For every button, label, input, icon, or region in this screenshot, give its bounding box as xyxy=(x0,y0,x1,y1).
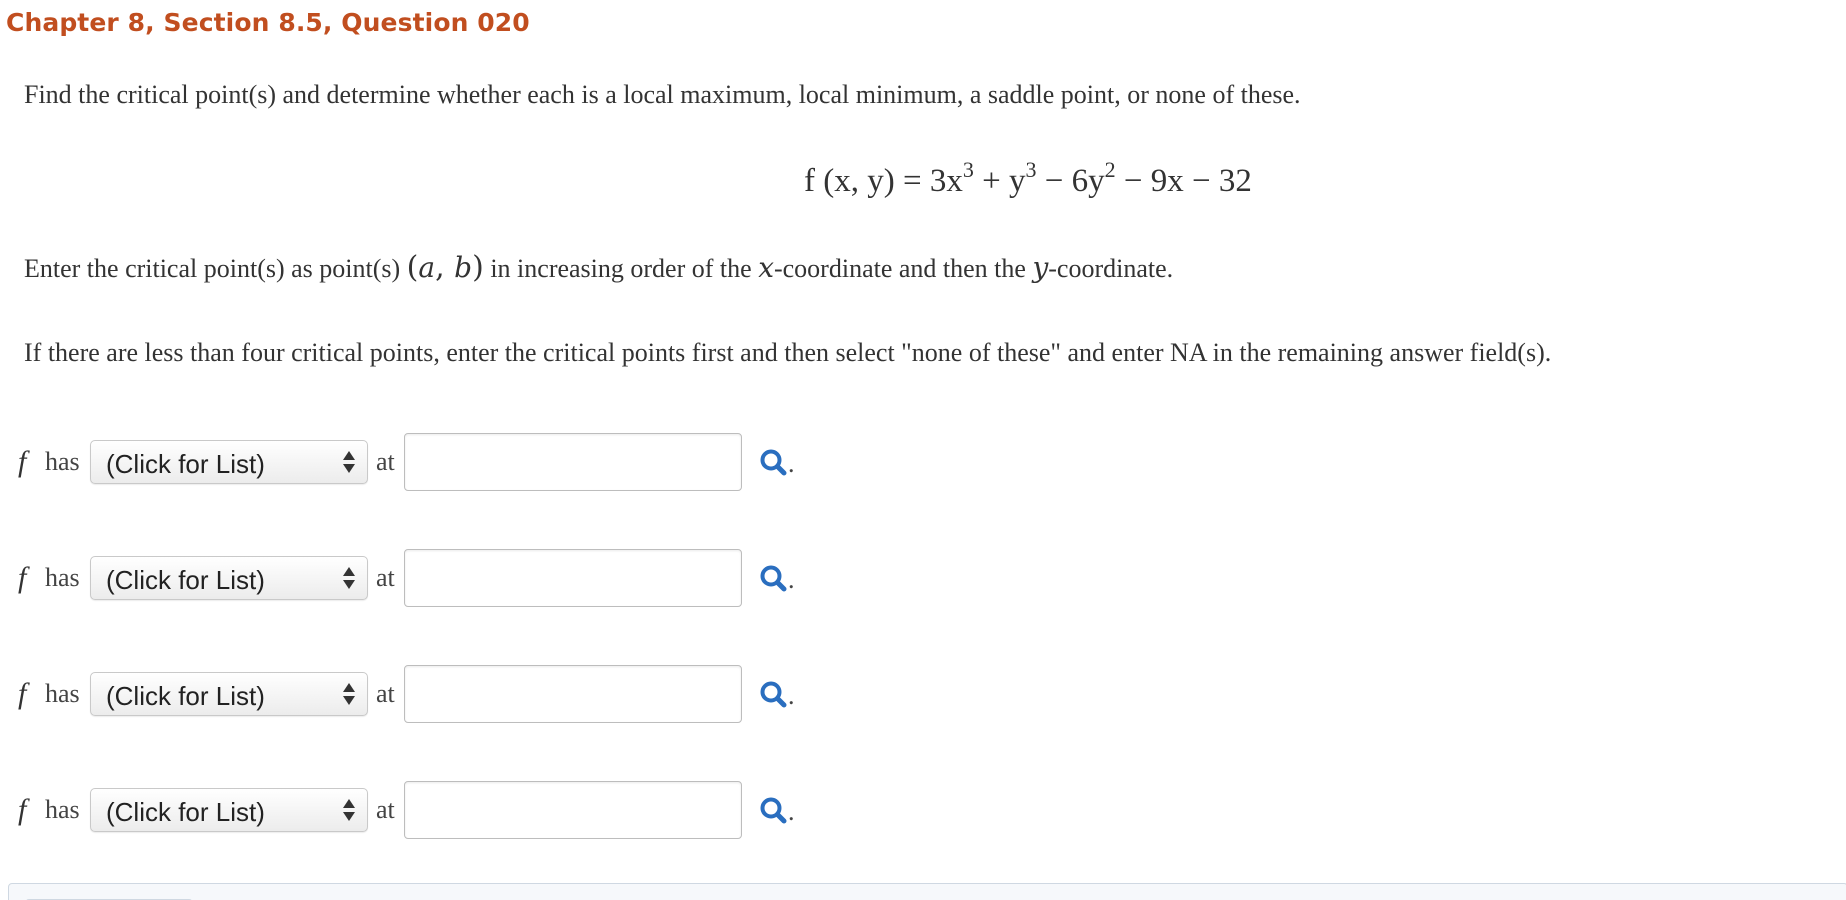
f-symbol: f xyxy=(18,561,27,594)
equation-op-2: − xyxy=(1036,163,1072,199)
search-icon[interactable] xyxy=(758,563,790,595)
order-text-part2: in increasing order of the xyxy=(483,254,759,283)
select-value: (Click for List) xyxy=(106,449,265,479)
f-symbol: f xyxy=(18,445,27,478)
var-y: y xyxy=(1032,251,1049,284)
equation-exp-1: 3 xyxy=(962,157,974,182)
at-label: at xyxy=(376,795,395,824)
order-text-part1: Enter the critical point(s) as point(s) xyxy=(24,254,407,283)
var-x: x xyxy=(758,251,774,284)
critical-point-input[interactable] xyxy=(404,781,742,839)
trailing-period: . xyxy=(788,449,795,478)
at-label: at xyxy=(376,563,395,592)
search-icon[interactable] xyxy=(758,795,790,827)
answer-row xyxy=(18,665,818,725)
has-label: has xyxy=(45,679,80,708)
answer-row xyxy=(18,433,818,493)
at-label: at xyxy=(376,679,395,708)
classification-select[interactable] xyxy=(90,556,368,600)
bottom-panel xyxy=(8,883,1846,900)
select-value: (Click for List) xyxy=(106,565,265,595)
classification-select[interactable] xyxy=(90,788,368,832)
equation-term-1: 3x xyxy=(929,163,963,199)
up-down-arrows-icon xyxy=(343,567,355,591)
search-icon[interactable] xyxy=(758,679,790,711)
answer-row xyxy=(18,781,818,841)
has-label: has xyxy=(45,795,80,824)
select-value: (Click for List) xyxy=(106,681,265,711)
select-value: (Click for List) xyxy=(106,797,265,827)
point-var-a: a xyxy=(418,251,436,284)
at-label: at xyxy=(376,447,395,476)
equation-term-2: y xyxy=(1008,163,1026,199)
equation-op-1: + xyxy=(973,163,1009,199)
point-var-b: b xyxy=(454,251,473,284)
has-label: has xyxy=(45,447,80,476)
equation-exp-2: 3 xyxy=(1025,157,1037,182)
function-equation xyxy=(804,157,1252,200)
order-instruction xyxy=(24,250,1173,285)
equation-lhs: f (x, y) = xyxy=(804,163,930,199)
trailing-period: . xyxy=(788,797,795,826)
trailing-period: . xyxy=(788,565,795,594)
critical-point-input[interactable] xyxy=(404,665,742,723)
up-down-arrows-icon xyxy=(343,799,355,823)
point-paren-close: ) xyxy=(472,250,484,285)
order-text-part3: -coordinate and then the xyxy=(773,254,1033,283)
classification-select[interactable] xyxy=(90,672,368,716)
equation-term-3: 6y xyxy=(1071,163,1105,199)
critical-point-input[interactable] xyxy=(404,433,742,491)
point-paren-open: ( xyxy=(406,250,419,285)
note-text: If there are less than four critical points, enter the critical points first and then select "none of these" and enter NA in the remaining answer field(s). xyxy=(24,338,1552,367)
f-symbol: f xyxy=(18,677,27,710)
point-comma: , xyxy=(435,250,455,285)
answer-row xyxy=(18,549,818,609)
classification-select[interactable] xyxy=(90,440,368,484)
f-symbol: f xyxy=(18,793,27,826)
equation-rest: − 9x − 32 xyxy=(1115,163,1252,199)
up-down-arrows-icon xyxy=(343,451,355,475)
equation-exp-3: 2 xyxy=(1104,157,1116,182)
search-icon[interactable] xyxy=(758,447,790,479)
instruction-text: Find the critical point(s) and determine whether each is a local maximum, local minimum, a saddle point, or none of these. xyxy=(24,80,1301,109)
critical-point-input[interactable] xyxy=(404,549,742,607)
trailing-period: . xyxy=(788,681,795,710)
order-text-part4: -coordinate. xyxy=(1048,254,1174,283)
up-down-arrows-icon xyxy=(343,683,355,707)
question-title: Chapter 8, Section 8.5, Question 020 xyxy=(6,8,530,37)
has-label: has xyxy=(45,563,80,592)
